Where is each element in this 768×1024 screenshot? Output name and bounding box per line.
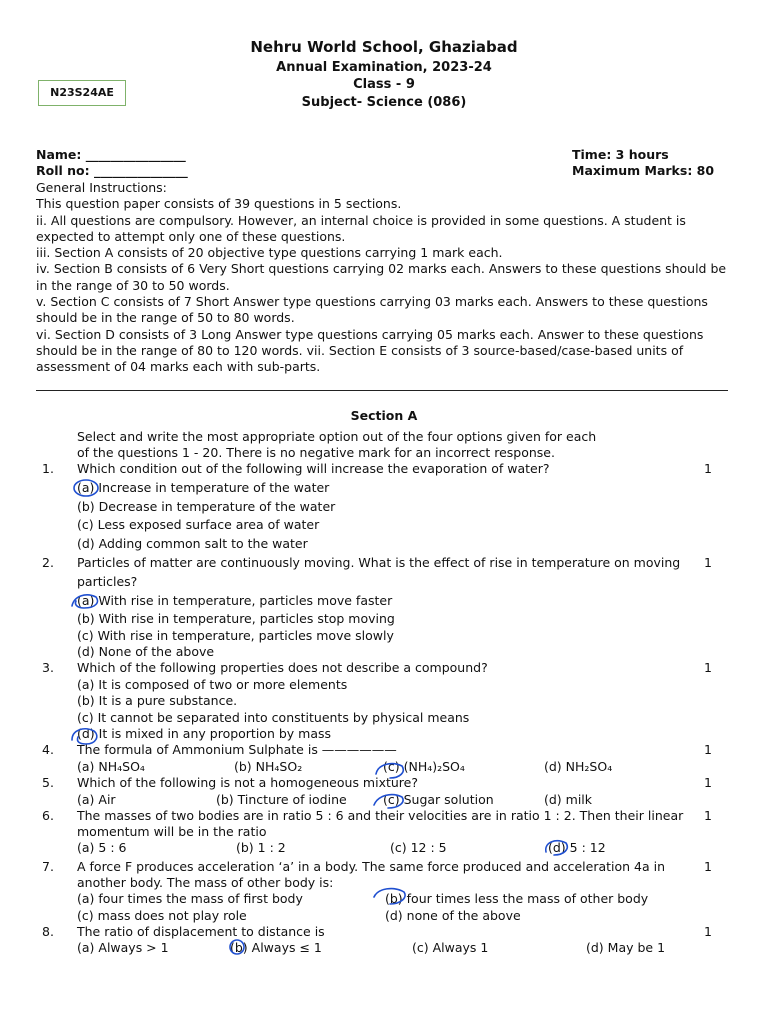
option-a: (a) 5 : 6 xyxy=(77,840,127,855)
instruction-line: v. Section C consists of 7 Short Answer type questions carrying 03 marks each. Answers to these questions should be in the range of 50 to 80 words. xyxy=(36,294,708,326)
option-d: (d) none of the above xyxy=(385,908,521,923)
option-c: (c) (NH₄)₂SO₄ xyxy=(383,759,465,774)
instruction-line: iii. Section A consists of 20 objective type questions carrying 1 mark each. xyxy=(36,245,503,261)
section-intro: Select and write the most appropriate option out of the four options given for each xyxy=(77,429,597,444)
option-a: (a) Air xyxy=(77,792,116,807)
section-a-title: Section A xyxy=(350,408,418,423)
time-label: Time: 3 hours xyxy=(572,147,669,162)
option-a: (a) four times the mass of first body xyxy=(77,891,303,906)
question-number: 6. xyxy=(42,808,54,823)
question-text: Which of the following is not a homogeneous mixture? xyxy=(77,775,418,790)
question-marks: 1 xyxy=(704,660,712,675)
subject-label: Subject- Science (086) xyxy=(301,95,467,110)
instruction-line: vi. Section D consists of 3 Long Answer type questions carrying 05 marks each. Answer to these questions should be in the range of 80 to 120 words. vii. Section E consists of 3 source-based/case-based units of assessment of 04 marks each with sub-parts. xyxy=(36,326,704,375)
option-b: (b) Decrease in temperature of the water xyxy=(77,499,336,514)
question-marks: 1 xyxy=(704,555,712,570)
option-b: (b) Tincture of iodine xyxy=(216,792,347,807)
question-text: Which condition out of the following will increase the evaporation of water? xyxy=(77,461,550,476)
answer-circle-mark xyxy=(376,764,403,778)
max-marks-label: Maximum Marks: 80 xyxy=(572,163,715,178)
question-marks: 1 xyxy=(704,775,712,790)
option-c: (c) Sugar solution xyxy=(383,792,494,807)
option-b: (b) With rise in temperature, particles stop moving xyxy=(77,611,395,626)
instruction-line: ii. All questions are compulsory. However, an internal choice is provided in some questions. A student is expected to attempt only one of these questions. xyxy=(36,212,686,244)
question-text: momentum will be in the ratio xyxy=(77,824,267,839)
answer-circle-mark xyxy=(546,841,567,855)
roll-field: Roll no: _______________ xyxy=(36,163,188,178)
question-number: 2. xyxy=(42,555,54,570)
question-text: A force F produces acceleration ‘a’ in a body. The same force produced and acceleration 4a in xyxy=(77,859,666,874)
option-d: (d) None of the above xyxy=(77,644,215,659)
option-d: (d) Adding common salt to the water xyxy=(77,536,308,551)
option-d: (d) 5 : 12 xyxy=(548,840,606,855)
paper-code-box: N23S24AE xyxy=(38,80,126,106)
option-c: (c) Always 1 xyxy=(412,940,489,955)
option-b: (b) 1 : 2 xyxy=(236,840,286,855)
answer-circle-mark xyxy=(374,889,405,904)
option-d: (d) NH₂SO₄ xyxy=(544,759,613,774)
option-b: (b) four times less the mass of other body xyxy=(385,891,649,906)
section-intro: of the questions 1 - 20. There is no negative mark for an incorrect response. xyxy=(77,445,555,460)
option-a: (a) Increase in temperature of the water xyxy=(77,480,330,495)
instruction-line: This question paper consists of 39 questions in 5 sections. xyxy=(36,196,402,212)
question-text: The masses of two bodies are in ratio 5 : 6 and their velocities are in ratio 1 : 2. Then their linear xyxy=(77,808,684,823)
question-number: 1. xyxy=(42,461,54,476)
instructions-heading: General Instructions: xyxy=(36,180,167,195)
question-number: 4. xyxy=(42,742,54,757)
question-number: 8. xyxy=(42,924,54,939)
option-a: (a) With rise in temperature, particles move faster xyxy=(77,593,393,608)
name-field: Name: ________________ xyxy=(36,147,186,162)
answer-circle-mark xyxy=(74,480,98,496)
option-c: (c) Less exposed surface area of water xyxy=(77,517,320,532)
question-text: The formula of Ammonium Sulphate is —————— xyxy=(77,742,397,757)
option-d: (d) milk xyxy=(544,792,593,807)
question-marks: 1 xyxy=(704,924,712,939)
question-number: 7. xyxy=(42,859,54,874)
answer-circle-mark xyxy=(72,595,98,608)
question-text: Particles of matter are continuously moving. What is the effect of rise in temperature on moving xyxy=(77,555,681,570)
option-b: (b) NH₄SO₂ xyxy=(234,759,303,774)
school-name: Nehru World School, Ghaziabad xyxy=(250,38,518,56)
question-text: The ratio of displacement to distance is xyxy=(77,924,325,939)
option-c: (c) With rise in temperature, particles move slowly xyxy=(77,628,394,643)
answer-circle-mark xyxy=(72,729,97,744)
question-number: 3. xyxy=(42,660,54,675)
option-d: (d) May be 1 xyxy=(586,940,666,955)
exam-title: Annual Examination, 2023-24 xyxy=(276,60,492,75)
option-b: (b) Always ≤ 1 xyxy=(230,940,322,955)
answer-circle-mark xyxy=(374,795,403,808)
question-text: another body. The mass of other body is: xyxy=(77,875,334,890)
instruction-line: iv. Section B consists of 6 Very Short questions carrying 02 marks each. Answers to these questions should be in the range of 30 to 50 words. xyxy=(36,261,727,293)
question-marks: 1 xyxy=(704,742,712,757)
class-label: Class - 9 xyxy=(353,77,415,92)
question-number: 5. xyxy=(42,775,54,790)
question-marks: 1 xyxy=(704,461,712,476)
option-b: (b) It is a pure substance. xyxy=(77,693,238,708)
option-c: (c) mass does not play role xyxy=(77,908,247,923)
option-a: (a) NH₄SO₄ xyxy=(77,759,145,774)
option-c: (c) 12 : 5 xyxy=(390,840,447,855)
option-a: (a) It is composed of two or more elements xyxy=(77,677,348,692)
question-marks: 1 xyxy=(704,808,712,823)
option-c: (c) It cannot be separated into constituents by physical means xyxy=(77,710,470,725)
question-text: Which of the following properties does not describe a compound? xyxy=(77,660,488,675)
question-text: particles? xyxy=(77,574,138,589)
option-d: (d) It is mixed in any proportion by mass xyxy=(77,726,332,741)
answer-circle-mark xyxy=(230,940,244,954)
question-marks: 1 xyxy=(704,859,712,874)
option-a: (a) Always > 1 xyxy=(77,940,169,955)
